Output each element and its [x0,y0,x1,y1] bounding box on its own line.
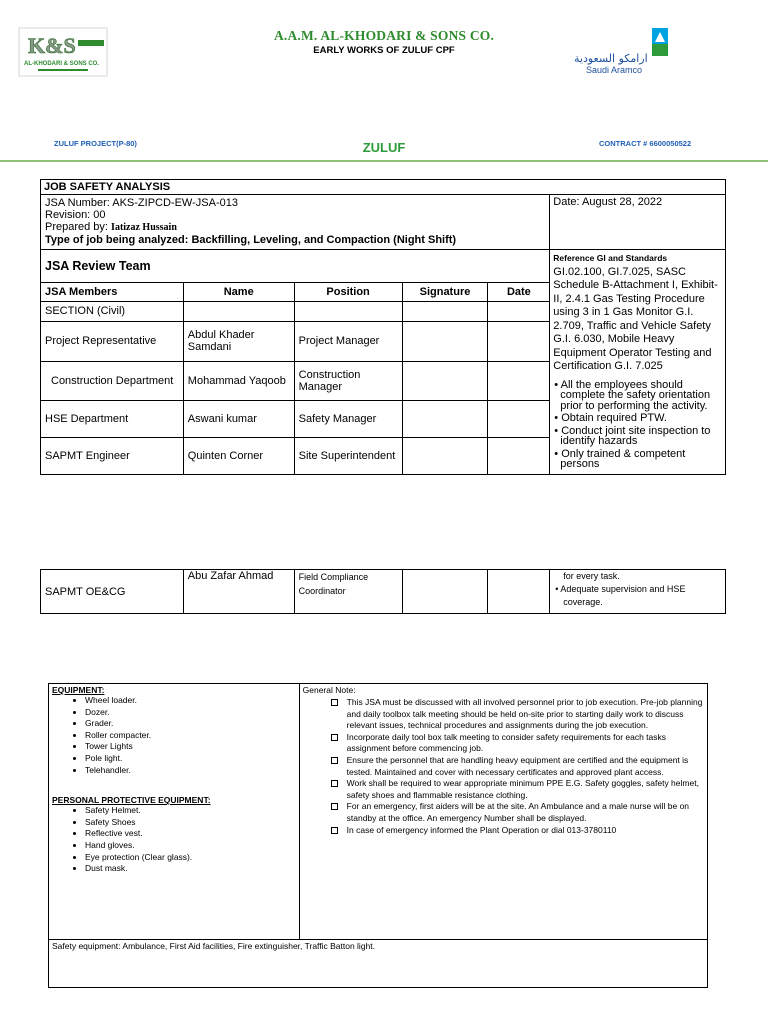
reference-cell [550,250,726,475]
ppe-title: PERSONAL PROTECTIVE EQUIPMENT: [52,795,211,806]
list-item: Ensure the personnel that are handling heavy equipment are certified and the equipment is tested. Maintained and cover with necessary certificates and approved plant access. [347,755,704,778]
table-row: SAPMT Engineer Quinten Corner Site Superintendent [41,437,726,474]
reference-text: GI.02.100, GI.7.025, SASC Schedule B-Attachment I, Exhibit-II, 2.4.1 Gas Testing Procedure using 3 in 1 Gas Monitor G.I. 2.709, Traffic and Vehicle Safety G.I. 6.030, Mobile Heavy Equipment Operator Testing and Certification G.I. 7.025 [553,265,718,372]
list-item: • Roller compacter. [85,730,296,742]
equipment-cell [49,684,300,940]
table-row: Project Representative Abdul Khader Samdani Project Manager [41,322,726,362]
list-item: • All the employees should complete the safety orientation prior to performing the activity. [554,378,711,412]
list-item: • Telehandler. [85,765,296,777]
date-cell [488,437,550,474]
contract-number: CONTRACT # 6600050522 [599,139,692,148]
general-note-cell [299,684,707,940]
col-header-date: Date [488,282,550,301]
svg-text:ارامكو السعودية: ارامكو السعودية [574,52,648,65]
equipment-title: EQUIPMENT: [52,685,105,695]
svg-text:AL-KHODARI & SONS CO.: AL-KHODARI & SONS CO. [24,61,99,67]
safety-equipment-note: Safety equipment: Ambulance, First Aid facilities, Fire extinguisher, Traffic Batton light. [49,940,708,988]
list-item: • Obtain required PTW. [554,412,667,424]
svg-text:K&S: K&S [28,33,76,58]
list-item: • Eye protection (Clear glass). [85,852,296,864]
reference-bullets [553,380,722,470]
signature-cell [402,301,488,321]
list-item: • Grader. [85,718,296,730]
table-row: SECTION (Civil) [41,301,726,321]
jsa-date: Date: August 28, 2022 [550,195,726,250]
list-item: • Hand gloves. [85,840,296,852]
reference-continued: for every task. • Adequate supervision and HSE coverage. [550,570,726,614]
revision: Revision: 00 [45,209,106,221]
list-item: • Conduct joint site inspection to identify hazards [554,424,711,447]
signature-cell [402,570,488,614]
list-item: In case of emergency informed the Plant Operation or dial 013-3780110 [347,825,704,837]
date-cell [488,322,550,362]
saudi-aramco-logo [572,26,682,80]
col-header-signature: Signature [402,282,488,301]
jsa-section-title: JOB SAFETY ANALYSIS [41,180,726,195]
signature-cell [402,401,488,438]
signature-cell [402,322,488,362]
signature-cell [402,437,488,474]
general-note-title: General Note: [302,685,356,695]
general-note-list [303,697,704,836]
date-cell [488,361,550,401]
table-row: SAPMT OE&CG Abu Zafar Ahmad Field Compliance Coordinator for every task. • Adequate supervision and HSE coverage. [41,570,726,614]
col-header-members: JSA Members [41,282,184,301]
review-team-title: JSA Review Team [41,250,550,283]
list-item: • Wheel loader. [85,695,296,707]
list-item: • Reflective vest. [85,828,296,840]
list-item: • Tower Lights [85,741,296,753]
list-item: Work shall be required to wear appropriate minimum PPE E.G. Safety goggles, safety helmet, safety shoes and flammable resistance clothing. [347,778,704,801]
reference-title: Reference GI and Standards [553,253,668,263]
project-subtitle: EARLY WORKS OF ZULUF CPF [313,45,455,56]
signature-cell [402,361,488,401]
list-item: • Dust mask. [85,863,296,875]
company-name: A.A.M. AL-KHODARI & SONS CO. [273,28,495,43]
date-cell [488,401,550,438]
project-name: ZULUF [362,140,406,155]
job-type: Type of job being analyzed: Backfilling, Leveling, and Compaction (Night Shift) [45,234,457,246]
project-code: ZULUF PROJECT(P-80) [54,139,137,148]
ppe-list [52,805,296,875]
list-item: • Only trained & competent persons [554,447,686,470]
jsa-table [40,179,726,475]
col-header-name: Name [183,282,294,301]
list-item: • Pole light. [85,753,296,765]
jsa-continued-table [40,569,726,614]
list-item: This JSA must be discussed with all involved personnel prior to job execution. Pre-job planning and daily toolbox talk meeting should be held on-site prior to starting daily work to discuss relevant issues, technical procedures and assignments during the job execution. [346,697,703,731]
date-cell [488,570,550,614]
equipment-notes-table [48,683,708,988]
svg-text:Saudi Aramco: Saudi Aramco [586,65,643,75]
table-row: HSE Department Aswani kumar Safety Manager [41,401,726,438]
list-item: For an emergency, first aiders will be at the site. An Ambulance and a male nurse will be on standby at the office. An emergency Number shall be displayed. [347,801,704,824]
col-header-position: Position [294,282,402,301]
list-item: • Safety Helmet. [85,805,296,817]
table-row: Construction Department Mohammad Yaqoob Construction Manager [41,361,726,401]
list-item: • Safety Shoes [85,817,296,829]
equipment-list [52,695,296,776]
header-divider [0,160,768,162]
date-cell [488,301,550,321]
prepared-by: Prepared by: Iatizaz Hussain [45,221,177,233]
preparer-name: Iatizaz Hussain [111,222,177,233]
jsa-info-cell [41,195,550,250]
list-item: Incorporate daily tool box talk meeting to consider safety requirements for each tasks assignment before commencing job. [347,732,704,755]
list-item: • Dozer. [85,707,296,719]
jsa-number: JSA Number: AKS-ZIPCD-EW-JSA-013 [45,197,238,209]
